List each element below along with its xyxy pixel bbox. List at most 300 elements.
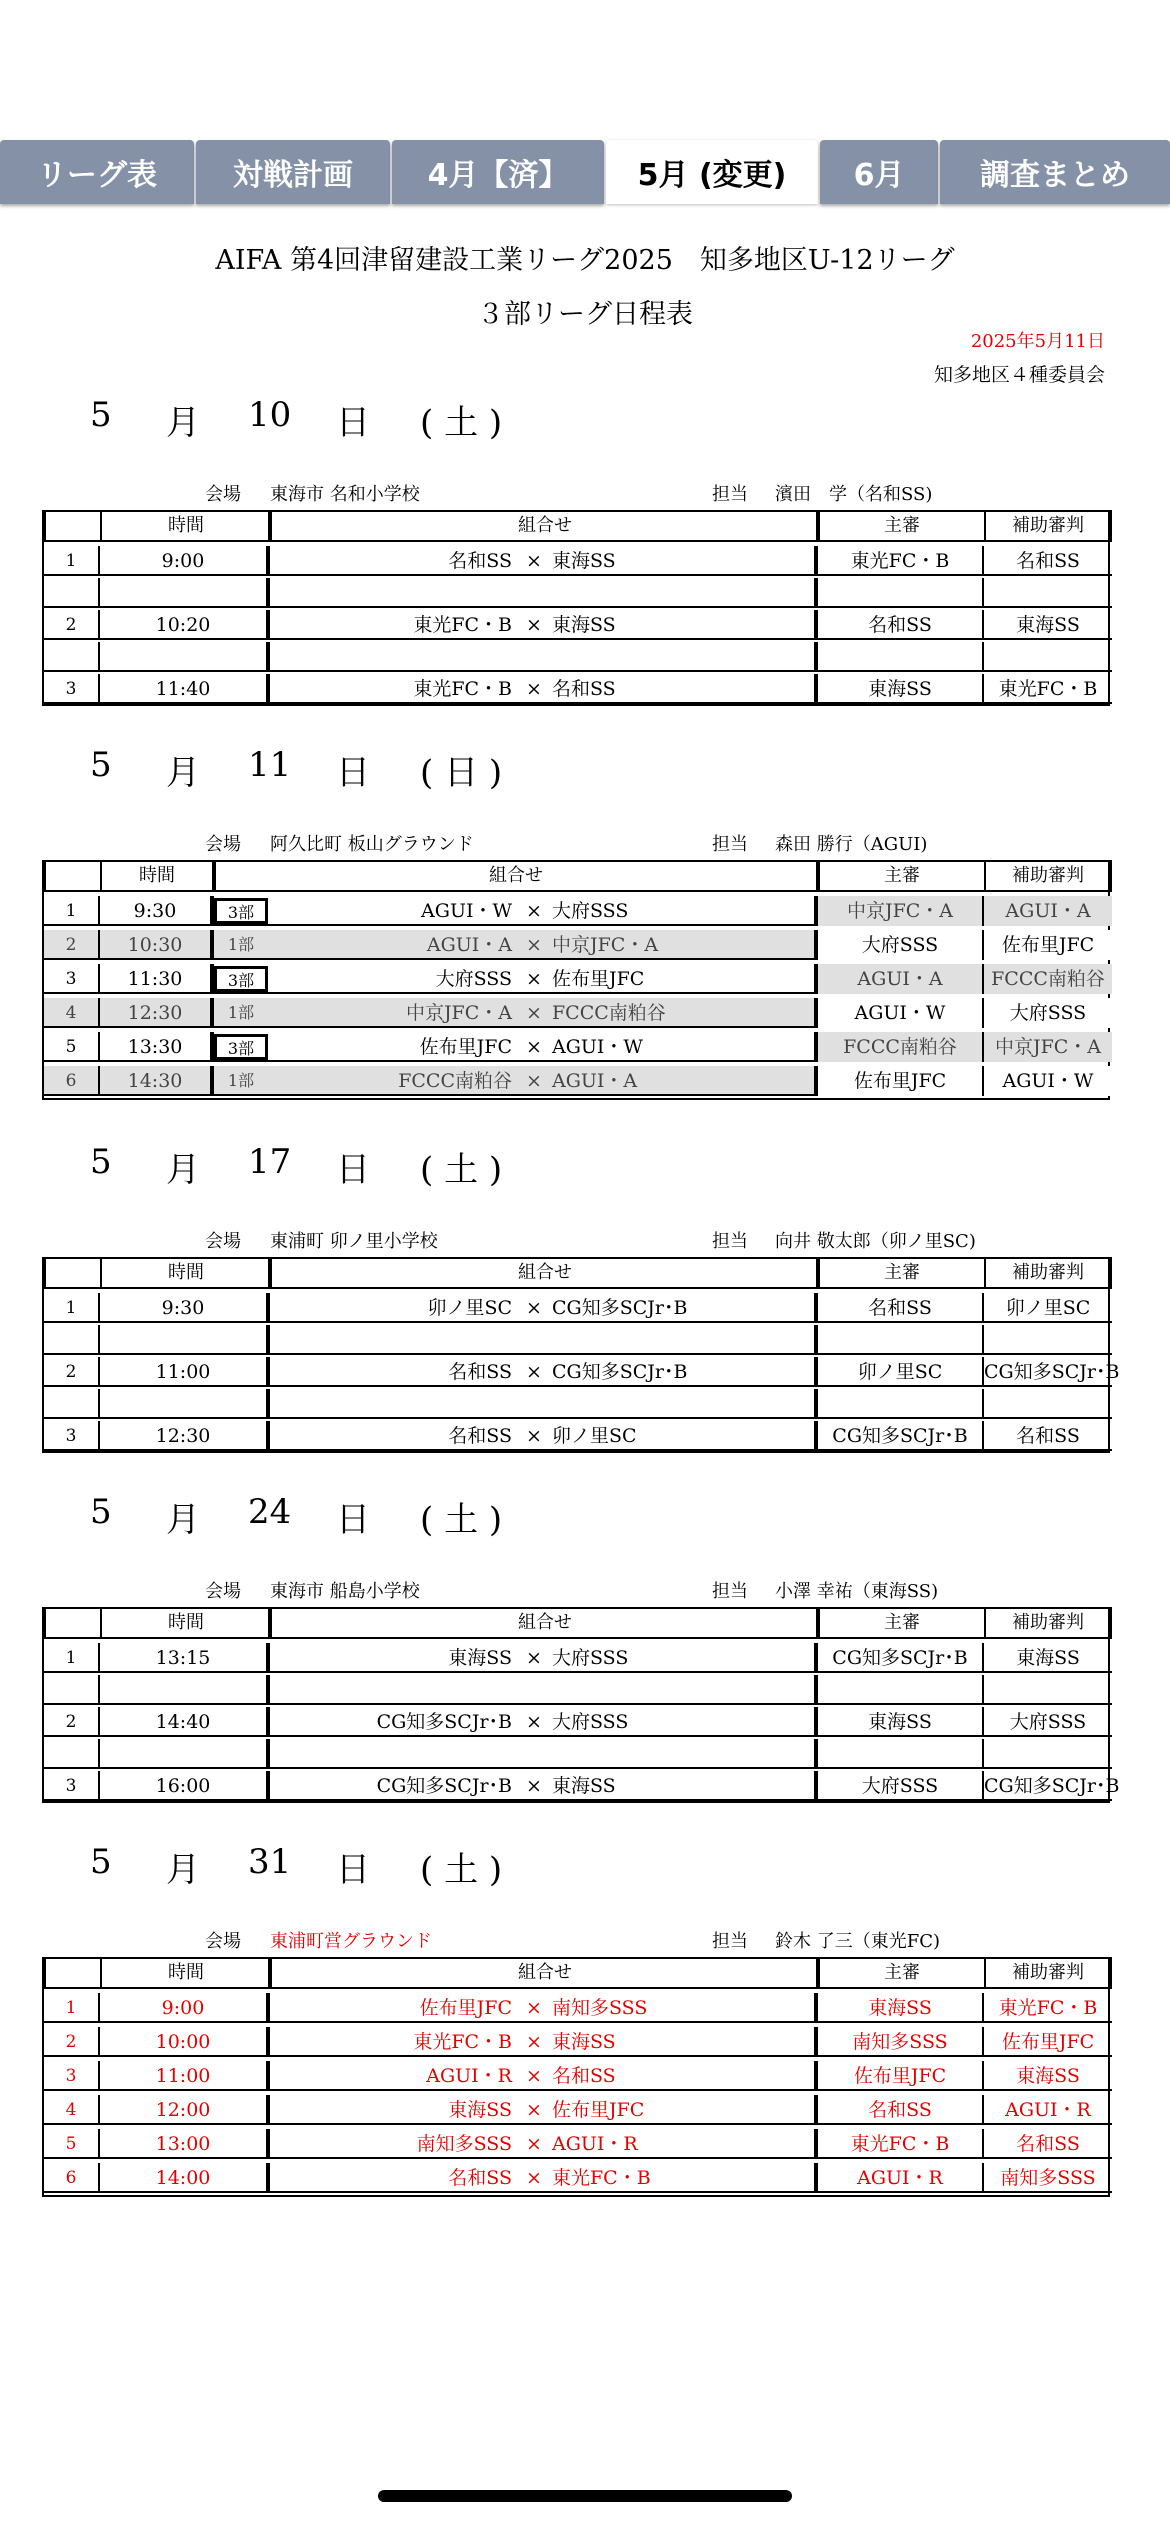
row-divider bbox=[98, 578, 100, 606]
division-label: 3部 bbox=[214, 1034, 268, 1060]
vs-mark: × bbox=[526, 614, 542, 636]
charge-name: 向井 敬太郎（卯ノ里SC) bbox=[775, 1231, 976, 1252]
home-team: 南知多SSS bbox=[416, 2133, 512, 2155]
home-team: 東光FC・B bbox=[413, 678, 512, 700]
header-referee: 主審 bbox=[884, 1262, 920, 1283]
row-divider bbox=[266, 1293, 270, 1321]
assistant-referee: AGUI・A bbox=[984, 896, 1112, 926]
row-divider bbox=[814, 642, 818, 670]
venue-label: 会場 bbox=[205, 1931, 241, 1952]
month-unit: 月 bbox=[166, 753, 200, 793]
home-team: 中京JFC・A bbox=[405, 1002, 512, 1024]
home-team: AGUI・W bbox=[421, 900, 512, 922]
row-number: 4 bbox=[65, 1003, 77, 1023]
referee: 東海SS bbox=[868, 1997, 932, 2019]
vs-mark: × bbox=[526, 550, 542, 572]
row-number: 2 bbox=[65, 615, 77, 635]
header-match: 組合せ bbox=[489, 865, 543, 886]
row-divider bbox=[266, 2163, 270, 2191]
vs-mark: × bbox=[526, 2099, 542, 2121]
kickoff-time: 12:30 bbox=[127, 1002, 183, 1024]
kickoff-time: 14:40 bbox=[155, 1711, 211, 1733]
match-row bbox=[44, 2061, 1112, 2091]
division-label: 1部 bbox=[227, 1003, 255, 1022]
blank-row bbox=[44, 1739, 1112, 1769]
away-team: 東光FC・B bbox=[552, 2167, 651, 2189]
row-number: 6 bbox=[65, 1071, 77, 1091]
kickoff-time: 10:00 bbox=[155, 2031, 211, 2053]
day-unit: 日 bbox=[336, 1500, 370, 1540]
weekday: ( 土 ) bbox=[420, 403, 503, 443]
charge-name: 鈴木 了三（東光FC) bbox=[775, 1931, 941, 1952]
assistant-referee: 大府SSS bbox=[984, 998, 1112, 1028]
kickoff-time: 9:30 bbox=[161, 1297, 205, 1319]
weekday: ( 日 ) bbox=[420, 753, 503, 793]
header-divider bbox=[212, 862, 216, 890]
assistant-referee: FCCC南粕谷 bbox=[984, 964, 1112, 994]
month-unit: 月 bbox=[166, 1850, 200, 1890]
row-divider bbox=[266, 642, 270, 670]
kickoff-time: 9:00 bbox=[161, 550, 205, 572]
home-team: 東海SS bbox=[448, 1647, 512, 1669]
header-divider bbox=[984, 1959, 986, 1987]
row-number: 3 bbox=[65, 1426, 77, 1446]
home-team: 佐布里JFC bbox=[419, 1036, 512, 1058]
table-header bbox=[44, 1607, 1112, 1639]
row-divider bbox=[98, 1675, 100, 1703]
month-unit: 月 bbox=[166, 1150, 200, 1190]
venue-line bbox=[0, 1227, 1170, 1255]
away-team: AGUI・A bbox=[552, 1070, 638, 1092]
charge-label: 担当 bbox=[712, 484, 748, 505]
row-number: 1 bbox=[65, 1298, 77, 1318]
row-divider bbox=[814, 1325, 818, 1353]
kickoff-time: 11:40 bbox=[155, 678, 211, 700]
issue-date: 2025年5月11日 bbox=[970, 331, 1105, 352]
header-assistant: 補助審判 bbox=[1012, 865, 1084, 886]
venue-name: 東浦町 卯ノ里小学校 bbox=[270, 1231, 438, 1252]
month: 5 bbox=[90, 395, 112, 435]
away-team: 佐布里JFC bbox=[552, 968, 645, 990]
away-team: 卯ノ里SC bbox=[552, 1425, 637, 1447]
header-referee: 主審 bbox=[884, 515, 920, 536]
division-label: 1部 bbox=[227, 1071, 255, 1090]
charge-label: 担当 bbox=[712, 834, 748, 855]
kickoff-time: 10:20 bbox=[155, 614, 211, 636]
referee: 南知多SSS bbox=[852, 2031, 948, 2053]
home-team: 名和SS bbox=[448, 1425, 512, 1447]
row-number: 2 bbox=[65, 1362, 77, 1382]
referee: CG知多SCJr･B bbox=[832, 1425, 968, 1447]
vs-mark: × bbox=[526, 1711, 542, 1733]
row-number: 1 bbox=[65, 1998, 77, 2018]
header-divider bbox=[816, 1959, 820, 1987]
row-divider bbox=[266, 674, 270, 702]
header-match: 組合せ bbox=[518, 1962, 572, 1983]
home-team: AGUI・R bbox=[426, 2065, 512, 2087]
vs-mark: × bbox=[526, 968, 542, 990]
day-unit: 日 bbox=[336, 1150, 370, 1190]
row-divider bbox=[98, 1325, 100, 1353]
header-time: 時間 bbox=[168, 1612, 204, 1633]
match-row bbox=[44, 1643, 1112, 1673]
blank-row bbox=[44, 1325, 1112, 1355]
month-unit: 月 bbox=[166, 1500, 200, 1540]
header-divider bbox=[268, 512, 272, 540]
match-row bbox=[44, 1032, 1112, 1062]
schedule-table bbox=[42, 510, 1110, 706]
tab-survey-summary[interactable]: 調査まとめ bbox=[940, 140, 1170, 204]
committee-name: 知多地区４種委員会 bbox=[933, 364, 1105, 386]
row-divider bbox=[266, 1325, 270, 1353]
vs-mark: × bbox=[526, 1361, 542, 1383]
header-time: 時間 bbox=[168, 515, 204, 536]
venue-name: 東海市 船島小学校 bbox=[270, 1581, 420, 1602]
row-divider bbox=[982, 642, 984, 670]
home-team: FCCC南粕谷 bbox=[398, 1070, 512, 1092]
header-divider bbox=[100, 1259, 102, 1287]
home-team: 東海SS bbox=[448, 2099, 512, 2121]
assistant-referee: AGUI・W bbox=[984, 1066, 1112, 1096]
assistant-referee: 大府SSS bbox=[1009, 1711, 1087, 1733]
row-divider bbox=[266, 1771, 270, 1799]
venue-name: 東浦町営グラウンド bbox=[270, 1931, 432, 1952]
table-header bbox=[44, 510, 1112, 542]
kickoff-time: 11:30 bbox=[127, 968, 183, 990]
home-indicator bbox=[378, 2490, 792, 2502]
home-team: AGUI・A bbox=[426, 934, 512, 956]
assistant-referee: 東光FC・B bbox=[998, 1997, 1098, 2019]
header-divider bbox=[100, 1959, 102, 1987]
header-time: 時間 bbox=[139, 865, 175, 886]
row-divider bbox=[266, 1389, 270, 1417]
referee: 佐布里JFC bbox=[853, 2065, 947, 2087]
away-team: 大府SSS bbox=[552, 900, 629, 922]
away-team: 東海SS bbox=[552, 1775, 616, 1797]
home-team: 東光FC・B bbox=[413, 614, 512, 636]
home-team: 東光FC・B bbox=[413, 2031, 512, 2053]
schedule-table bbox=[42, 1257, 1120, 1453]
row-number: 2 bbox=[65, 1712, 77, 1732]
kickoff-time: 13:15 bbox=[155, 1647, 211, 1669]
row-divider bbox=[982, 1389, 984, 1417]
home-team: CG知多SCJr･B bbox=[376, 1775, 512, 1797]
document-title: AIFA 第4回津留建設工業リーグ2025 知多地区U-12リーグ bbox=[215, 245, 955, 276]
day-number: 17 bbox=[248, 1142, 292, 1182]
vs-mark: × bbox=[526, 1036, 542, 1058]
row-number: 5 bbox=[65, 1037, 77, 1057]
header-divider bbox=[100, 1609, 102, 1637]
tab-may-active[interactable]: 5月 (変更) bbox=[606, 140, 818, 204]
row-number: 2 bbox=[65, 935, 77, 955]
row-divider bbox=[266, 546, 270, 574]
vs-mark: × bbox=[526, 1070, 542, 1092]
match-row bbox=[44, 2129, 1112, 2159]
day-unit: 日 bbox=[336, 403, 370, 443]
header-match: 組合せ bbox=[518, 1612, 572, 1633]
away-team: CG知多SCJr･B bbox=[552, 1297, 688, 1319]
match-row bbox=[44, 1771, 1120, 1801]
venue-name: 阿久比町 板山グラウンド bbox=[270, 834, 474, 855]
kickoff-time: 11:00 bbox=[155, 2065, 211, 2087]
row-number: 5 bbox=[65, 2134, 77, 2154]
header-assistant: 補助審判 bbox=[1012, 1962, 1084, 1983]
charge-label: 担当 bbox=[712, 1231, 748, 1252]
referee: AGUI・A bbox=[818, 964, 982, 994]
assistant-referee: 東海SS bbox=[1016, 614, 1080, 636]
row-divider bbox=[266, 1643, 270, 1671]
venue-label: 会場 bbox=[205, 1231, 241, 1252]
table-header bbox=[44, 860, 1112, 892]
vs-mark: × bbox=[526, 678, 542, 700]
assistant-referee: 東光FC・B bbox=[998, 678, 1098, 700]
header-match: 組合せ bbox=[518, 1262, 572, 1283]
kickoff-time: 16:00 bbox=[155, 1775, 211, 1797]
row-divider bbox=[266, 2061, 270, 2089]
row-divider bbox=[982, 1675, 984, 1703]
header-divider bbox=[816, 862, 820, 890]
match-row bbox=[44, 2095, 1112, 2125]
referee: AGUI・W bbox=[818, 998, 982, 1028]
row-number: 6 bbox=[65, 2168, 77, 2188]
sheet-tab-bar bbox=[0, 140, 1170, 206]
row-divider bbox=[814, 1389, 818, 1417]
referee: 東光FC・B bbox=[850, 2133, 950, 2155]
header-divider bbox=[268, 1609, 272, 1637]
referee: 卯ノ里SC bbox=[857, 1361, 943, 1383]
assistant-referee: 佐布里JFC bbox=[1001, 2031, 1095, 2053]
division-label: 1部 bbox=[227, 935, 255, 954]
schedule-table bbox=[42, 1957, 1110, 2197]
header-time: 時間 bbox=[168, 1262, 204, 1283]
weekday: ( 土 ) bbox=[420, 1500, 503, 1540]
header-divider bbox=[268, 1259, 272, 1287]
venue-line bbox=[0, 480, 1170, 508]
row-number: 4 bbox=[65, 2100, 77, 2120]
referee: 佐布里JFC bbox=[818, 1066, 982, 1096]
home-team: 名和SS bbox=[448, 1361, 512, 1383]
row-divider bbox=[266, 2095, 270, 2123]
match-row bbox=[44, 930, 1112, 960]
match-row bbox=[44, 674, 1112, 704]
referee: 名和SS bbox=[868, 614, 932, 636]
vs-mark: × bbox=[526, 1997, 542, 2019]
vs-mark: × bbox=[526, 1647, 542, 1669]
row-number: 1 bbox=[65, 551, 77, 571]
day-number: 10 bbox=[248, 395, 292, 435]
match-row bbox=[44, 1357, 1120, 1387]
home-team: 名和SS bbox=[448, 2167, 512, 2189]
match-row bbox=[44, 610, 1112, 640]
day-unit: 日 bbox=[336, 753, 370, 793]
home-team: CG知多SCJr･B bbox=[376, 1711, 512, 1733]
day-number: 24 bbox=[248, 1492, 292, 1532]
row-divider bbox=[266, 1739, 270, 1767]
away-team: 東海SS bbox=[552, 2031, 616, 2053]
away-team: CG知多SCJr･B bbox=[552, 1361, 688, 1383]
vs-mark: × bbox=[526, 934, 542, 956]
vs-mark: × bbox=[526, 2133, 542, 2155]
row-divider bbox=[266, 2027, 270, 2055]
assistant-referee: 名和SS bbox=[1016, 1425, 1080, 1447]
header-assistant: 補助審判 bbox=[1012, 1612, 1084, 1633]
home-team: 佐布里JFC bbox=[419, 1997, 512, 2019]
blank-row bbox=[44, 1389, 1112, 1419]
match-row bbox=[44, 1293, 1112, 1323]
header-divider bbox=[100, 862, 102, 890]
day-number: 31 bbox=[248, 1842, 292, 1882]
assistant-referee: CG知多SCJr･B bbox=[984, 1775, 1120, 1797]
table-header bbox=[44, 1257, 1112, 1289]
kickoff-time: 13:30 bbox=[127, 1036, 183, 1058]
month: 5 bbox=[90, 1492, 112, 1532]
venue-line bbox=[0, 1577, 1170, 1605]
match-row bbox=[44, 1066, 1112, 1096]
kickoff-time: 9:00 bbox=[161, 1997, 205, 2019]
assistant-referee: CG知多SCJr･B bbox=[984, 1361, 1120, 1383]
tab-april[interactable]: 4月【済】 bbox=[392, 140, 604, 204]
match-row bbox=[44, 896, 1112, 926]
schedule-table bbox=[42, 860, 1110, 1100]
month-unit: 月 bbox=[166, 403, 200, 443]
month: 5 bbox=[90, 1842, 112, 1882]
row-divider bbox=[266, 610, 270, 638]
header-divider bbox=[816, 1609, 820, 1637]
charge-label: 担当 bbox=[712, 1931, 748, 1952]
division-label: 3部 bbox=[214, 898, 268, 924]
away-team: 東海SS bbox=[552, 614, 616, 636]
referee: AGUI・R bbox=[857, 2167, 943, 2189]
referee: 東海SS bbox=[868, 1711, 932, 1733]
assistant-referee: 佐布里JFC bbox=[984, 930, 1112, 960]
kickoff-time: 9:30 bbox=[133, 900, 177, 922]
row-divider bbox=[982, 1739, 984, 1767]
header-divider bbox=[984, 512, 986, 540]
header-divider bbox=[816, 1259, 820, 1287]
home-team: 名和SS bbox=[448, 550, 512, 572]
match-row bbox=[44, 2163, 1112, 2193]
venue-label: 会場 bbox=[205, 484, 241, 505]
header-time: 時間 bbox=[168, 1962, 204, 1983]
month: 5 bbox=[90, 1142, 112, 1182]
vs-mark: × bbox=[526, 1002, 542, 1024]
charge-label: 担当 bbox=[712, 1581, 748, 1602]
row-divider bbox=[98, 1389, 100, 1417]
header-referee: 主審 bbox=[884, 1962, 920, 1983]
venue-label: 会場 bbox=[205, 834, 241, 855]
day-number: 11 bbox=[248, 745, 292, 785]
referee: CG知多SCJr･B bbox=[832, 1647, 968, 1669]
row-divider bbox=[814, 578, 818, 606]
row-divider bbox=[814, 1675, 818, 1703]
schedule-table bbox=[42, 1607, 1120, 1803]
row-divider bbox=[814, 1739, 818, 1767]
assistant-referee: 東海SS bbox=[1016, 2065, 1080, 2087]
match-row bbox=[44, 1421, 1112, 1451]
kickoff-time: 11:00 bbox=[155, 1361, 211, 1383]
header-divider bbox=[100, 512, 102, 540]
tab-june[interactable]: 6月 bbox=[820, 140, 938, 204]
tab-league-table[interactable]: リーグ表 bbox=[0, 140, 194, 204]
table-header bbox=[44, 1957, 1112, 1989]
row-divider bbox=[266, 1993, 270, 2021]
home-team: 卯ノ里SC bbox=[427, 1297, 512, 1319]
venue-name: 東海市 名和小学校 bbox=[270, 484, 420, 505]
match-row bbox=[44, 998, 1112, 1028]
kickoff-time: 12:00 bbox=[155, 2099, 211, 2121]
row-number: 3 bbox=[65, 679, 77, 699]
header-divider bbox=[268, 1959, 272, 1987]
blank-row bbox=[44, 578, 1112, 608]
row-divider bbox=[266, 578, 270, 606]
blank-row bbox=[44, 642, 1112, 672]
header-divider bbox=[816, 512, 820, 540]
row-number: 2 bbox=[65, 2032, 77, 2052]
row-divider bbox=[266, 1675, 270, 1703]
row-divider bbox=[266, 1707, 270, 1735]
header-assistant: 補助審判 bbox=[1012, 1262, 1084, 1283]
match-row bbox=[44, 1993, 1112, 2023]
document-subtitle: ３部リーグ日程表 bbox=[477, 299, 693, 330]
away-team: 名和SS bbox=[552, 678, 616, 700]
match-row bbox=[44, 1707, 1112, 1737]
assistant-referee: 名和SS bbox=[1016, 2133, 1080, 2155]
row-number: 3 bbox=[65, 969, 77, 989]
kickoff-time: 14:00 bbox=[155, 2167, 211, 2189]
away-team: 南知多SSS bbox=[552, 1997, 648, 2019]
row-divider bbox=[982, 1325, 984, 1353]
tab-match-plan[interactable]: 対戦計画 bbox=[196, 140, 390, 204]
away-team: FCCC南粕谷 bbox=[552, 1002, 666, 1024]
away-team: AGUI・R bbox=[552, 2133, 638, 2155]
vs-mark: × bbox=[526, 2031, 542, 2053]
row-divider bbox=[98, 1739, 100, 1767]
referee: 名和SS bbox=[868, 2099, 932, 2121]
row-divider bbox=[266, 1357, 270, 1385]
venue-line bbox=[0, 830, 1170, 858]
kickoff-time: 14:30 bbox=[127, 1070, 183, 1092]
vs-mark: × bbox=[526, 1297, 542, 1319]
month: 5 bbox=[90, 745, 112, 785]
header-match: 組合せ bbox=[518, 515, 572, 536]
vs-mark: × bbox=[526, 1775, 542, 1797]
row-divider bbox=[982, 578, 984, 606]
away-team: 東海SS bbox=[552, 550, 616, 572]
row-divider bbox=[266, 2129, 270, 2157]
row-number: 1 bbox=[65, 1648, 77, 1668]
header-divider bbox=[984, 1259, 986, 1287]
assistant-referee: AGUI・R bbox=[1005, 2099, 1091, 2121]
away-team: 大府SSS bbox=[552, 1711, 629, 1733]
kickoff-time: 13:00 bbox=[155, 2133, 211, 2155]
charge-name: 濱田 学（名和SS) bbox=[775, 484, 933, 505]
row-number: 3 bbox=[65, 2066, 77, 2086]
referee: 中京JFC・A bbox=[818, 896, 982, 926]
away-team: 中京JFC・A bbox=[552, 934, 659, 956]
assistant-referee: 卯ノ里SC bbox=[1005, 1297, 1091, 1319]
assistant-referee: 中京JFC・A bbox=[984, 1032, 1112, 1062]
kickoff-time: 10:30 bbox=[127, 934, 183, 956]
referee: FCCC南粕谷 bbox=[818, 1032, 982, 1062]
away-team: 佐布里JFC bbox=[552, 2099, 645, 2121]
venue-label: 会場 bbox=[205, 1581, 241, 1602]
kickoff-time: 12:30 bbox=[155, 1425, 211, 1447]
row-divider bbox=[266, 1421, 270, 1449]
row-number: 3 bbox=[65, 1776, 77, 1796]
referee: 名和SS bbox=[868, 1297, 932, 1319]
away-team: AGUI・W bbox=[552, 1036, 643, 1058]
vs-mark: × bbox=[526, 900, 542, 922]
